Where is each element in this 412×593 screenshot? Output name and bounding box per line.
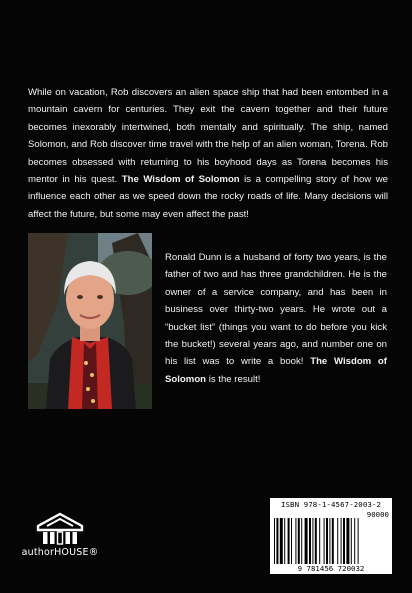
bio-book-title: The Wisdom of Solomon xyxy=(165,356,387,385)
synopsis-book-title: The Wisdom of Solomon xyxy=(121,174,240,186)
isbn-number: ISBN 978-1-4567-2003-2 xyxy=(280,500,382,509)
price-code: 90000 xyxy=(366,510,389,519)
author-photo xyxy=(28,233,152,409)
house-logo-icon xyxy=(35,512,85,546)
barcode-digits: 9 781456 720032 xyxy=(297,564,365,573)
bio-text: Ronald Dunn is a husband of forty two years, is the father of two and has three grandchildren. He is the owner of a service company, and has been in business over thirty-two years. He wrote out a “bucket list” (things you want to do before you kick the bucket!) several years ago, and number one on his list was to write a book! xyxy=(165,252,387,368)
author-bio xyxy=(165,249,387,388)
back-cover-synopsis xyxy=(28,84,388,223)
bio-text-end: is the result! xyxy=(206,373,261,385)
synopsis-text-end: is a compelling story of how we influence each other as we speed down the rocky roads of life. Many decisions will affect the future, but some may even affect the past! xyxy=(28,174,389,220)
barcode-bars xyxy=(274,518,388,564)
publisher-name: authorHOUSE® xyxy=(21,547,99,558)
synopsis-text: While on vacation, Rob discovers an alien space ship that had been entombed in a mountain cavern for centuries. They exit the cavern together and their future becomes inexorably intertwined, both mentally and spiritually. The ship, named Solomon, and Rob discover time travel with the help of an alien woman, Torena. Rob becomes obsessed with returning to his boyhood days as Torena becomes his mentor in his quest. xyxy=(28,87,388,186)
isbn-barcode xyxy=(270,498,392,574)
publisher-mark xyxy=(20,512,100,558)
